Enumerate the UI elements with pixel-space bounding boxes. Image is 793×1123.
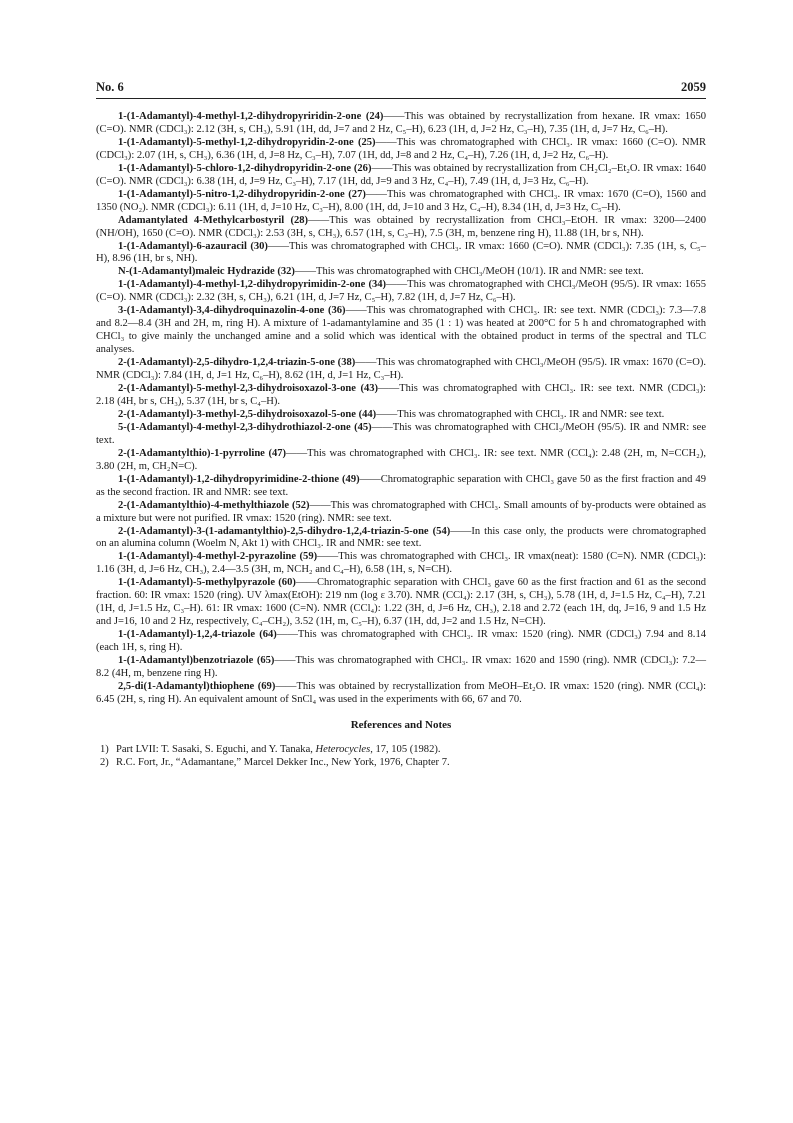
- compound-name: N-(1-Adamantyl)maleic Hydrazide (32): [118, 266, 295, 278]
- compound-name: 1-(1-Adamantyl)-1,2-dihydropyrimidine-2-thione (49): [118, 473, 360, 485]
- compound-description: ——This was obtained by recrystallization from CHCl₃–EtOH. IR νmax: 3200—2400 (NH/OH), 1650 (C=O). NMR (CDCl₃): 2.53 (3H, s, CH₃), 6.57 (1H, s, C₃–H), 7.5 (3H, m, benzene ring H), 11.88 (1H, br s, NH).: [96, 214, 706, 239]
- compound-name: 2-(1-Adamantyl)-2,5-dihydro-1,2,4-triazin-5-one (38): [118, 357, 356, 369]
- compound-description: ——This was chromatographed with CHCl₃. IR νmax: 1670 (C=O), 1560 and 1350 (NO₂). NMR (CDCl₃): 6.11 (1H, d, J=10 Hz, C₃–H), 8.00 (1H, dd, J=10 and 3 Hz, C₄–H), 8.34 (1H, d, J=3 Hz, C₅–H).: [96, 188, 706, 213]
- compound-description: ——This was chromatographed with CHCl₃. IR νmax(neat): 1580 (C=N). NMR (CDCl₃): 1.16 (3H, d, J=6 Hz, CH₃), 2.4—3.5 (3H, m, NCH₂ and C₄–H), 6.58 (1H, s, N=CH).: [96, 551, 706, 576]
- compound-description: ——Chromatographic separation with CHCl₃ gave 50 as the first fraction and 49 as the second fraction. IR and NMR: see text.: [96, 473, 706, 498]
- compound-name: 1-(1-Adamantyl)-1,2,4-triazole (64): [118, 629, 277, 641]
- compound-name: 1-(1-Adamantyl)benzotriazole (65): [118, 655, 275, 667]
- page-number: 2059: [681, 80, 706, 94]
- compound-name: 1-(1-Adamantyl)-6-azauracil (30): [118, 240, 268, 252]
- compound-name: 1-(1-Adamantyl)-5-chloro-1,2-dihydropyridin-2-one (26): [118, 162, 372, 174]
- compound-name: 1-(1-Adamantyl)-4-methyl-1,2-dihydropyrimidin-2-one (34): [118, 279, 387, 291]
- compound-description: ——This was chromatographed with CHCl₃. IR νmax: 1660 (C=O). NMR (CDCl₃): 2.07 (1H, s, CH₃), 6.36 (1H, d, J=8 Hz, C₃–H), 7.07 (1H, dd, J=8 and 2 Hz, C₄–H), 7.26 (1H, d, J=2 Hz, C₆–H).: [96, 136, 706, 161]
- experimental-entries: [96, 111, 706, 707]
- compound-name: 2-(1-Adamantyl)-3-methyl-2,5-dihydroisoxazol-5-one (44): [118, 408, 377, 420]
- compound-entry: [96, 241, 706, 267]
- reference-number: 1): [100, 743, 109, 755]
- compound-description: ——This was chromatographed with CHCl₃/MeOH (95/5). IR νmax: 1655 (C=O). NMR (CDCl₃): 2.32 (3H, s, CH₃), 6.21 (1H, d, J=7 Hz, C₅–H), 7.82 (1H, d, J=7 Hz, C₆–H).: [96, 279, 706, 304]
- compound-name: 2-(1-Adamantylthio)-4-methylthiazole (52): [118, 499, 310, 511]
- compound-entry: [96, 383, 706, 409]
- compound-entry: [96, 526, 706, 552]
- compound-description: ——This was obtained by recrystallization from hexane. IR νmax: 1650 (C=O). NMR (CDCl₃): 2.12 (3H, s, CH₃), 5.91 (1H, dd, J=7 and 2 Hz, C₅–H), 6.23 (1H, d, J=2 Hz, C₃–H), 7.35 (1H, d, J=7 Hz, C₆–H).: [96, 111, 706, 135]
- compound-entry: [96, 357, 706, 383]
- compound-name: Adamantylated 4-Methylcarbostyril (28): [118, 214, 309, 226]
- compound-description: ——This was chromatographed with CHCl₃. IR: see text. NMR (CCl₄): 2.48 (2H, m, N=CCH₂), 3.80 (2H, m, CH₂N=C).: [96, 447, 706, 472]
- compound-description: ——This was chromatographed with CHCl₃/MeOH (10/1). IR and NMR: see text.: [294, 266, 644, 278]
- page: [96, 80, 706, 769]
- compound-name: 1-(1-Adamantyl)-4-methyl-1,2-dihydropyriridin-2-one (24): [118, 111, 384, 122]
- compound-name: 1-(1-Adamantyl)-4-methyl-2-pyrazoline (59): [118, 551, 318, 563]
- compound-entry: [96, 422, 706, 448]
- reference-item: [96, 756, 706, 769]
- compound-entry: [96, 189, 706, 215]
- compound-entry: [96, 655, 706, 681]
- compound-entry: [96, 577, 706, 629]
- compound-description: ——This was chromatographed with CHCl₃/MeOH (95/5). IR νmax: 1670 (C=O). NMR (CDCl₃): 7.84 (1H, d, J=1 Hz, C₆–H), 8.62 (1H, d, J=1 Hz, C₃–H).: [96, 357, 706, 382]
- compound-entry: [96, 681, 706, 707]
- reference-text: Part LVII: T. Sasaki, S. Eguchi, and Y. Tanaka, Heterocycles, 17, 105 (1982).: [116, 743, 441, 755]
- compound-name: 1-(1-Adamantyl)-5-methyl-1,2-dihydropyridin-2-one (25): [118, 136, 376, 148]
- reference-item: [96, 743, 706, 756]
- compound-entry: [96, 448, 706, 474]
- compound-description: ——This was chromatographed with CHCl₃. IR: see text. NMR (CDCl₃): 7.3—7.8 and 8.2—8.4 (3H and 2H, m, ring H). A mixture of 1-adamantylamine and 35 (1 : 1) was heated at 200°C for 5 h and chromatographed with CHCl₃ to give mainly the unchanged amine and a solid which was identical with the obtained product in terms of the spectral and TLC analyses.: [96, 305, 706, 356]
- compound-entry: [96, 629, 706, 655]
- compound-entry: [96, 500, 706, 526]
- compound-name: 1-(1-Adamantyl)-5-nitro-1,2-dihydropyridin-2-one (27): [118, 188, 366, 200]
- compound-entry: [96, 215, 706, 241]
- compound-name: 5-(1-Adamantyl)-4-methyl-2,3-dihydrothiazol-2-one (45): [118, 421, 372, 433]
- compound-entry: [96, 266, 706, 279]
- reference-text: R.C. Fort, Jr., “Adamantane,” Marcel Dekker Inc., New York, 1976, Chapter 7.: [116, 756, 450, 768]
- compound-name: 3-(1-Adamantyl)-3,4-dihydroquinazolin-4-one (36): [118, 305, 346, 317]
- compound-entry: [96, 163, 706, 189]
- compound-entry: [96, 137, 706, 163]
- compound-description: ——This was chromatographed with CHCl₃. IR νmax: 1620 and 1590 (ring). NMR (CDCl₃): 7.2—8.2 (4H, m, benzene ring H).: [96, 655, 706, 679]
- reference-number: 2): [100, 756, 109, 768]
- compound-name: 2-(1-Adamantyl)-3-(1-adamantylthio)-2,5-dihydro-1,2,4-triazin-5-one (54): [118, 525, 451, 537]
- compound-description: ——This was chromatographed with CHCl₃. IR νmax: 1520 (ring). NMR (CDCl₃) 7.94 and 8.14 (each 1H, s, ring H).: [96, 629, 706, 654]
- compound-description: ——This was obtained by recrystallization from CH₂Cl₂–Et₂O. IR νmax: 1640 (C=O). NMR (CDCl₃): 6.38 (1H, d, J=9 Hz, C₃–H), 7.17 (1H, dd, J=9 and 3 Hz, C₄–H), 7.49 (1H, d, J=3 Hz, C₆–H).: [96, 162, 706, 187]
- compound-name: 1-(1-Adamantyl)-5-methylpyrazole (60): [118, 577, 296, 589]
- compound-name: 2-(1-Adamantyl)-5-methyl-2,3-dihydroisoxazol-3-one (43): [118, 383, 379, 395]
- compound-entry: [96, 279, 706, 305]
- compound-description: ——This was obtained by recrystallization from MeOH–Et₂O. IR νmax: 1520 (ring). NMR (CCl₄): 6.45 (2H, s, ring H). An equivalent amount of SnCl₄ was used in the experiments with 66, 67 and 70.: [96, 680, 707, 705]
- compound-name: 2,5-di(1-Adamantyl)thiophene (69): [118, 680, 276, 692]
- reference-list: [96, 743, 706, 769]
- compound-description: ——This was chromatographed with CHCl₃. IR νmax: 1660 (C=O). NMR (CDCl₃): 7.35 (1H, s, C₅–H), 8.96 (1H, br s, NH).: [96, 240, 706, 265]
- compound-description: ——This was chromatographed with CHCl₃/MeOH (95/5). IR and NMR: see text.: [96, 421, 707, 446]
- compound-entry: [96, 111, 706, 137]
- compound-entry: [96, 474, 706, 500]
- compound-entry: [96, 551, 706, 577]
- compound-name: 2-(1-Adamantylthio)-1-pyrroline (47): [118, 447, 287, 459]
- compound-description: ——In this case only, the products were chromatographed on an alumina column (Woelm N, Akt 1) with CHCl₃. IR and NMR: see text.: [96, 525, 706, 550]
- running-header: [96, 80, 706, 99]
- compound-description: ——Chromatographic separation with CHCl₃ gave 60 as the first fraction and 61 as the second fraction. 60: IR νmax: 1520 (ring). UV λmax(EtOH): 219 nm (log ε 3.70). NMR (CCl₄): 2.17 (3H, s, CH₃), 5.78 (1H, d, J=1.5 Hz, C₄–H), 7.21 (1H, d, J=1.5 Hz, C₃–H). 61: IR νmax: 1600 (C=N). NMR (CCl₄): 1.22 (3H, d, J=6 Hz, CH₃), 2.18 and 2.72 (each 1H, dq, J=16, 9 and 1.5 Hz and J=16, 10 and 2 Hz, respectively, C₄–CH₂), 3.52 (1H, m, C₅–H), 6.37 (1H, dd, J=2 and 1.5 Hz, N=CH).: [96, 577, 706, 628]
- compound-entry: [96, 305, 706, 357]
- issue-number: No. 6: [96, 80, 124, 94]
- compound-description: ——This was chromatographed with CHCl₃. IR: see text. NMR (CDCl₃): 2.18 (4H, br s, CH₃), 5.37 (1H, br s, C₄–H).: [96, 383, 706, 407]
- references-heading: References and Notes: [350, 718, 452, 731]
- journal-name: Heterocycles: [315, 743, 371, 755]
- compound-description: ——This was chromatographed with CHCl₃. Small amounts of by-products were obtained as a mixture but were not purified. IR νmax: 1520 (ring). NMR: see text.: [96, 499, 706, 524]
- compound-entry: [96, 409, 706, 422]
- compound-description: ——This was chromatographed with CHCl₃. IR and NMR: see text.: [376, 408, 665, 420]
